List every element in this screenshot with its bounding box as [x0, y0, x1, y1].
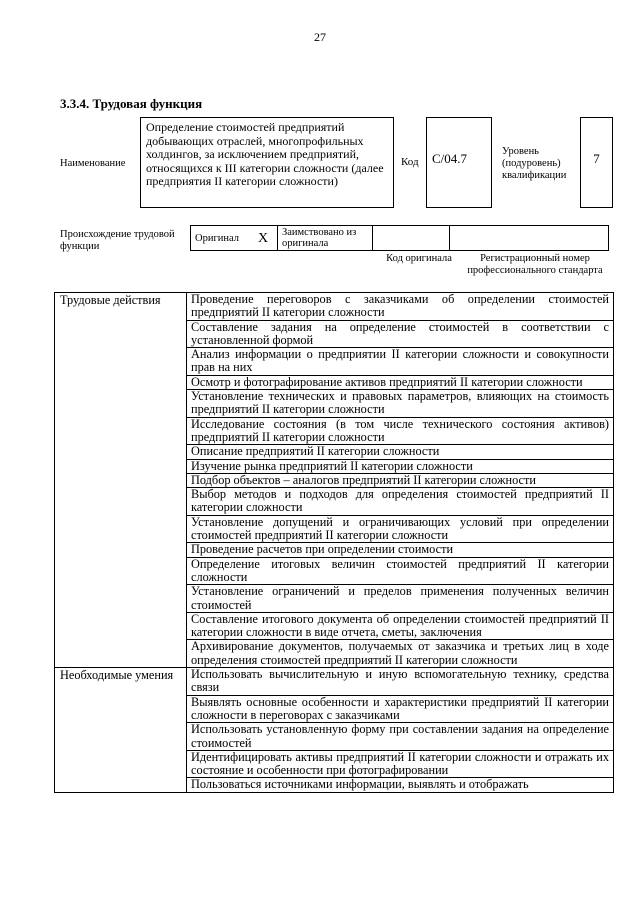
list-item: Установление технических и правовых параметров, влияющих на стоимость предприятий II категории сложности: [187, 390, 614, 418]
list-item: Использовать вычислительную и иную вспомогательную технику, средства связи: [187, 668, 614, 696]
list-item: Установление ограничений и пределов применения полученных величин стоимостей: [187, 585, 614, 613]
list-item: Проведение расчетов при определении стоимости: [187, 543, 614, 557]
level-label: Уровень (подуровень) квалификации: [502, 146, 567, 181]
origin-reg-caption: Регистрационный номер профессионального стандарта: [467, 253, 603, 276]
section-title: 3.3.4. Трудовая функция: [60, 96, 203, 111]
name-label: Наименование: [60, 158, 126, 169]
table-row: [55, 293, 614, 321]
list-item: Выявлять основные особенности и характеристики предприятий II категории сложности в переговорах с заказчиками: [187, 695, 614, 723]
list-item: Осмотр и фотографирование активов предприятий II категории сложности: [187, 375, 614, 389]
origin-table: [190, 225, 609, 251]
origin-mark: X: [249, 226, 278, 251]
origin-label: Происхождение трудовой функции: [60, 229, 175, 252]
section-category: Трудовые действия: [55, 293, 187, 668]
function-code: C/04.7: [426, 117, 492, 208]
origin-original: Оригинал: [191, 226, 250, 251]
code-label: Код: [401, 156, 419, 168]
function-name: Определение стоимостей предприятий добывающих отраслей, многопрофильных холдингов, за исключением предприятий, относящихся к III категории сложности (далее предприятия II категории сложности): [140, 117, 394, 208]
list-item: Выбор методов и подходов для определения стоимостей предприятий II категории сложности: [187, 488, 614, 516]
list-item: Составление итогового документа об определении стоимостей предприятий II категории сложности в виде отчета, сметы, заключения: [187, 612, 614, 640]
list-item: Идентифицировать активы предприятий II категории сложности и отражать их состояние и особенности при фотографировании: [187, 750, 614, 778]
list-item: Исследование состояния (в том числе технического состояния активов) предприятий II категории сложности: [187, 417, 614, 445]
qualification-level: 7: [580, 117, 613, 208]
origin-code-cell: [373, 226, 450, 251]
function-table: [54, 292, 614, 793]
list-item: Установление допущений и ограничивающих условий при определении стоимостей предприятий II категории сложности: [187, 515, 614, 543]
origin-reg-cell: [450, 226, 609, 251]
list-item: Анализ информации о предприятии II категории сложности и совокупности прав на них: [187, 348, 614, 376]
list-item: Изучение рынка предприятий II категории сложности: [187, 459, 614, 473]
list-item: Составление задания на определение стоимостей в соответствии с установленной формой: [187, 320, 614, 348]
section-category: Необходимые умения: [55, 668, 187, 793]
origin-code-caption: Код оригинала: [386, 253, 452, 264]
origin-borrowed: Заимствовано из оригинала: [278, 226, 373, 251]
list-item: Архивирование документов, получаемых от заказчика и третьих лиц в ходе определения стоимостей предприятий II категории сложности: [187, 640, 614, 668]
table-row: [55, 668, 614, 696]
page-number: 27: [314, 30, 326, 44]
list-item: Описание предприятий II категории сложности: [187, 445, 614, 459]
list-item: Подбор объектов – аналогов предприятий II категории сложности: [187, 473, 614, 487]
list-item: Определение итоговых величин стоимостей предприятий II категории сложности: [187, 557, 614, 585]
list-item: Пользоваться источниками информации, выявлять и отображать: [187, 778, 614, 792]
list-item: Проведение переговоров с заказчиками об определении стоимостей предприятий II категории сложности: [187, 293, 614, 321]
list-item: Использовать установленную форму при составлении задания на определение стоимостей: [187, 723, 614, 751]
